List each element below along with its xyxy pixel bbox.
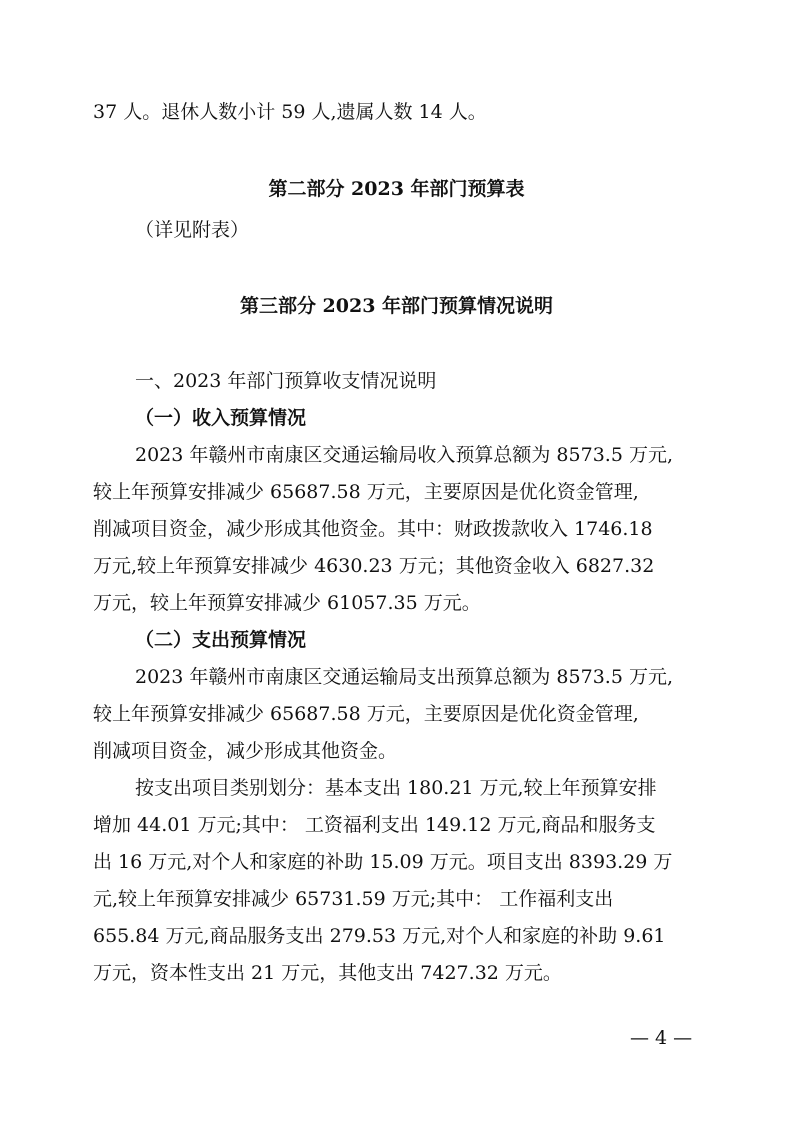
text-line: 出 16 万元,对个人和家庭的补助 15.09 万元。项目支出 8393.29 万 [93,851,673,873]
text-line: 削减项目资金，减少形成其他资金。 [93,740,398,762]
text-line: 655.84 万元,商品服务支出 279.53 万元,对个人和家庭的补助 9.61 [93,925,666,947]
text-line: 削减项目资金，减少形成其他资金。其中：财政拨款收入 1746.18 [93,518,653,540]
text-line: 万元,较上年预算安排减少 4630.23 万元；其他资金收入 6827.32 [93,555,655,577]
section-heading: 第二部分 2023 年部门预算表 [268,178,525,200]
text-line: （详见附表） [135,219,250,241]
subsection-heading: （一）收入预算情况 [135,407,307,429]
text-line: 2023 年赣州市南康区交通运输局收入预算总额为 8573.5 万元, [135,444,673,466]
text-line: 增加 44.01 万元;其中： 工资福利支出 149.12 万元,商品和服务支 [93,814,656,836]
subsection-heading: 一、2023 年部门预算收支情况说明 [135,370,437,392]
text-line: 按支出项目类别划分：基本支出 180.21 万元,较上年预算安排 [135,777,657,799]
subsection-heading: （二）支出预算情况 [135,629,307,651]
text-line: 37 人。退休人数小计 59 人,遗属人数 14 人。 [93,101,487,123]
text-line: 万元，资本性支出 21 万元，其他支出 7427.32 万元。 [93,962,562,984]
text-line: 万元，较上年预算安排减少 61057.35 万元。 [93,592,481,614]
text-line: 较上年预算安排减少 65687.58 万元，主要原因是优化资金管理, [93,481,639,503]
text-line: 元,较上年预算安排减少 65731.59 万元;其中： 工作福利支出 [93,888,614,910]
text-line: 2023 年赣州市南康区交通运输局支出预算总额为 8573.5 万元, [135,666,673,688]
section-heading: 第三部分 2023 年部门预算情况说明 [239,295,554,317]
page-number: — 4 — [630,1027,693,1049]
text-line: 较上年预算安排减少 65687.58 万元，主要原因是优化资金管理, [93,703,639,725]
